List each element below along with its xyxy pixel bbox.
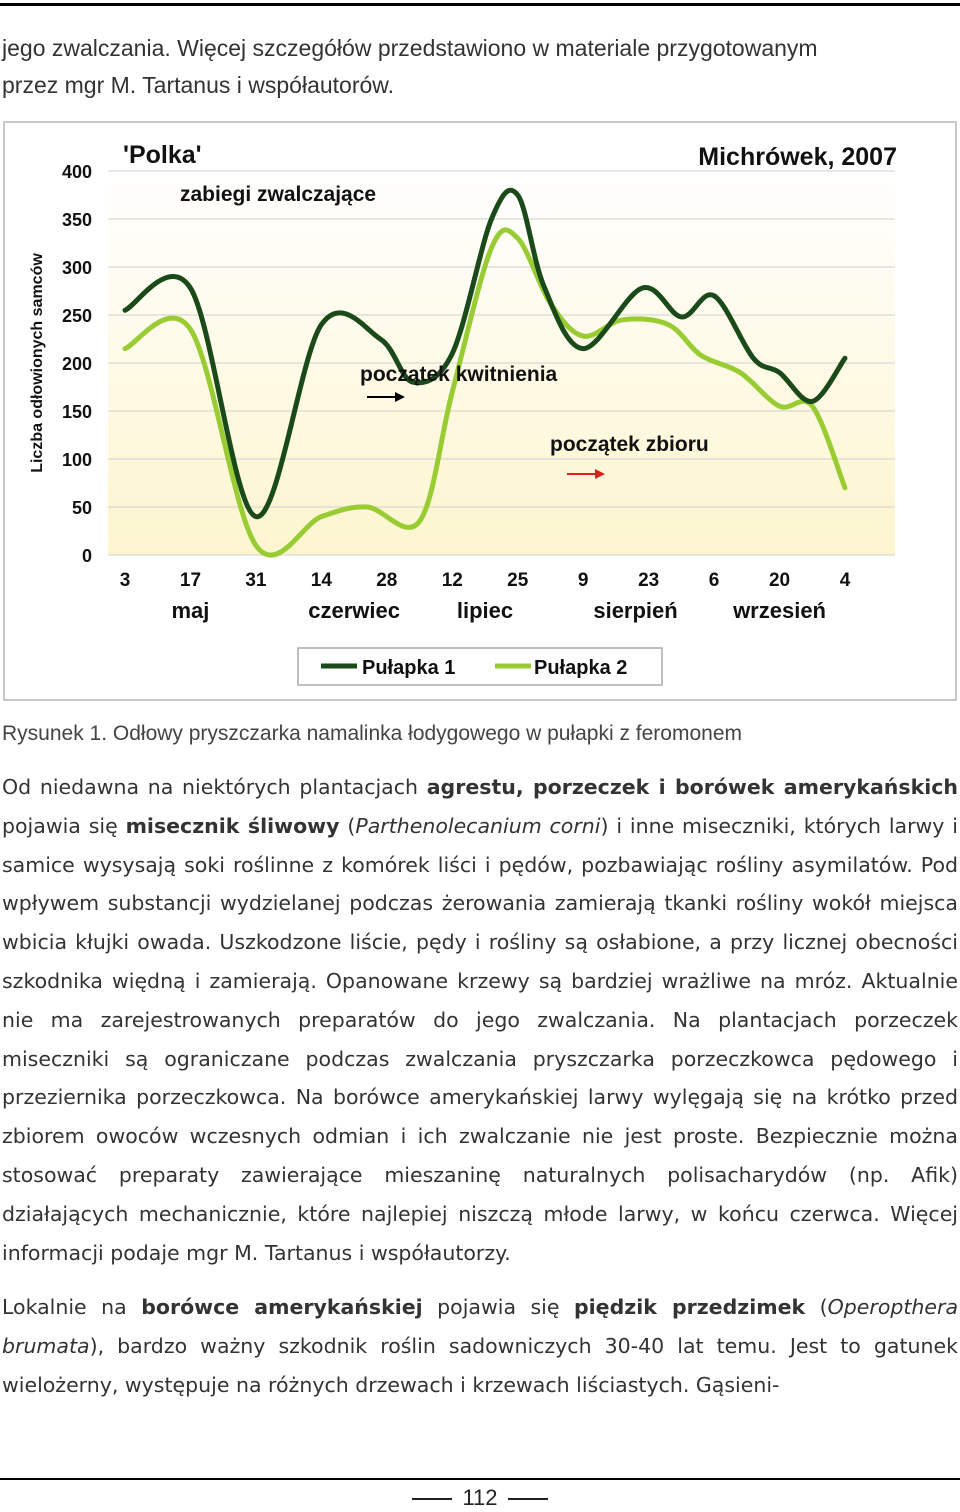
text-span: ) i inne miseczniki, których larwy i samice wysysają soki roślinne z komórek liści i pędów, pozbawiając rośliny asymilatów. Pod wpływem substancji wydzielanej podczas żerowania zamierają tkanki rośliny wokół miejsca wbicia kłujki owada. Uszkodzone liście, pędy i rośliny są osłabione, a przy licznej obecności szkodnika więdną i zamierają. Opanowane krzewy są bardziej wrażliwe na mróz. Aktualnie nie ma zarejestrowanych preparatów do jego zwalczania. Na plantacjach porzeczek miseczniki są ograniczane podczas zwalczania pryszczarka porzeczkowca pędowego i przeziernika porzeczkowca. Na borówce amerykańskiej larwy wylęgają się na krótko przed zbiorem owoców wczesnych odmian i ich zwalczanie nie jest proste. Bezpiecznie można stosować preparaty zawierające mieszaninę naturalnych polisacharydów (np. Afik) działających mechanicznie, które najlepiej niszczą młode larwy, w końcu czerwca. Więcej informacji podaje mgr M. Tartanus i współautorzy. bbox=[2, 813, 958, 1265]
annotation-harvest: początek zbioru bbox=[550, 433, 709, 456]
italic-span: Operopthera brumata bbox=[2, 1295, 959, 1359]
figure-chart bbox=[3, 121, 957, 701]
x-tick-label: 4 bbox=[839, 570, 851, 591]
month-label: czerwiec bbox=[308, 598, 400, 623]
bottom-rule bbox=[0, 1478, 960, 1480]
legend-label-trap-1: Pułapka 1 bbox=[362, 657, 456, 679]
x-tick-label: 20 bbox=[768, 570, 791, 591]
month-label: lipiec bbox=[456, 598, 514, 623]
text-span: pojawia się bbox=[422, 1295, 574, 1320]
page-number bbox=[0, 1485, 960, 1511]
x-tick-label: 28 bbox=[376, 570, 398, 591]
y-tick-label: 350 bbox=[61, 210, 92, 230]
line-chart bbox=[5, 123, 955, 699]
text-span: ), bardzo ważny szkodnik roślin sadowniczych 30-40 lat temu. Jest to gatunek wielożerny, występuje na różnych drzewach i krzewach liściastych. Gąsieni- bbox=[2, 1334, 958, 1397]
x-tick-label: 3 bbox=[119, 570, 131, 591]
bold-span: agrestu, porzeczek i borówek amerykańskich bbox=[426, 775, 958, 799]
text-span: Lokalnie na bbox=[2, 1295, 142, 1320]
y-tick-label: 0 bbox=[81, 546, 92, 566]
y-tick-label: 300 bbox=[61, 258, 92, 278]
x-tick-label: 6 bbox=[708, 570, 720, 591]
paragraph-1 bbox=[2, 768, 958, 1272]
x-tick-label: 9 bbox=[577, 570, 589, 591]
x-tick-label: 23 bbox=[638, 570, 660, 591]
text-span: ( bbox=[805, 1295, 828, 1320]
month-label: wrzesień bbox=[733, 598, 827, 623]
x-tick-label: 14 bbox=[310, 570, 332, 591]
y-tick-label: 200 bbox=[61, 354, 92, 374]
body-text bbox=[2, 768, 958, 1405]
legend-label-trap-2: Pułapka 2 bbox=[534, 657, 628, 679]
bold-span: misecznik śliwowy bbox=[125, 813, 340, 838]
chart-title-right: Michrówek, 2007 bbox=[698, 143, 897, 171]
bold-span: borówce amerykańskiej bbox=[141, 1295, 423, 1320]
bold-span: piędzik przedzimek bbox=[573, 1295, 806, 1320]
y-tick-label: 100 bbox=[61, 450, 92, 470]
text-span: ( bbox=[339, 813, 356, 838]
page-number-value: 112 bbox=[462, 1485, 498, 1510]
annotation-flowering: początek kwitnienia bbox=[360, 363, 558, 386]
y-tick-label: 250 bbox=[61, 306, 92, 326]
x-tick-label: 12 bbox=[441, 570, 463, 591]
y-axis-label: Liczba odłowionych samców bbox=[29, 253, 46, 473]
text-span: pojawia się bbox=[2, 813, 126, 838]
intro-line-1: jego zwalczania. Więcej szczegółów przedstawiono w materiale przygotowanym bbox=[2, 35, 818, 61]
x-tick-label: 17 bbox=[179, 570, 202, 591]
italic-span: Parthenolecanium corni bbox=[355, 813, 601, 838]
paragraph-2 bbox=[2, 1288, 958, 1404]
x-tick-label: 31 bbox=[245, 570, 267, 591]
y-tick-label: 400 bbox=[61, 162, 92, 182]
figure-caption: Rysunek 1. Odłowy pryszczarka namalinka łodygowego w pułapki z feromonem bbox=[2, 722, 743, 745]
month-label: maj bbox=[171, 598, 210, 623]
month-label: sierpień bbox=[593, 598, 678, 623]
intro-line-2: przez mgr M. Tartanus i współautorów. bbox=[2, 72, 395, 98]
x-tick-label: 25 bbox=[507, 570, 529, 591]
top-rule bbox=[0, 3, 960, 6]
chart-title-left: 'Polka' bbox=[123, 141, 202, 169]
y-tick-label: 150 bbox=[61, 402, 92, 422]
intro-text bbox=[2, 30, 958, 104]
chart-subtitle: zabiegi zwalczające bbox=[180, 183, 377, 206]
text-span: Od niedawna na niektórych plantacjach bbox=[2, 775, 427, 799]
y-tick-label: 50 bbox=[71, 498, 92, 518]
